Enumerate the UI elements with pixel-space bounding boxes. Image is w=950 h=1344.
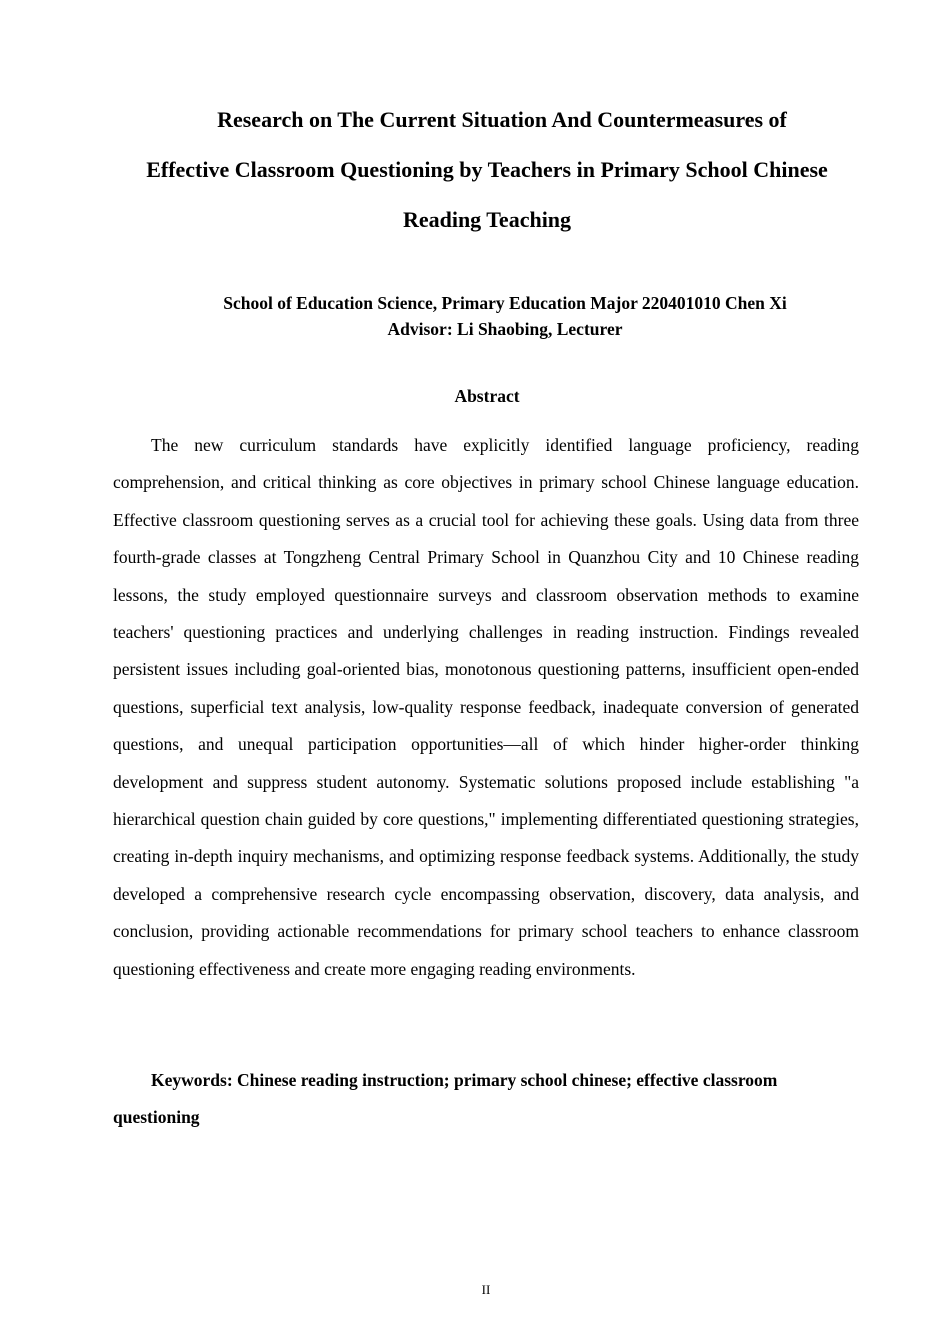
title-line-3: Reading Teaching	[402, 207, 572, 232]
advisor-line: Advisor: Li Shaobing, Lecturer	[387, 319, 623, 339]
title-line-1: Research on The Current Situation And Countermeasures of	[217, 107, 787, 132]
keywords-paragraph	[113, 1062, 859, 1137]
keywords-label: Keywords:	[151, 1070, 233, 1090]
keywords-values: Chinese reading instruction; primary school chinese; effective classroom questioning	[113, 1070, 778, 1128]
abstract-heading: Abstract	[454, 386, 520, 406]
abstract-body: The new curriculum standards have explicitly identified language proficiency, reading comprehension, and critical thinking as core objectives in primary school Chinese language education. Effective classroom questioning serves as a crucial tool for achieving these goals. Using data from three fourth-grade classes at Tongzheng Central Primary School in Quanzhou City and 10 Chinese reading lessons, the study employed questionnaire surveys and classroom observation methods to examine teachers' questioning practices and underlying challenges in reading instruction. Findings revealed persistent issues including goal-oriented bias, monotonous questioning patterns, insufficient open-ended questions, superficial text analysis, low-quality response feedback, inadequate conversion of generated questions, and unequal participation opportunities—all of which hinder higher-order thinking development and suppress student autonomy. Systematic solutions proposed include establishing "a hierarchical question chain guided by core questions," implementing differentiated questioning strategies, creating in-depth inquiry mechanisms, and optimizing response feedback systems. Additionally, the study developed a comprehensive research cycle encompassing observation, discovery, data analysis, and conclusion, providing actionable recommendations for primary school teachers to enhance classroom questioning effectiveness and create more engaging reading environments.	[113, 435, 859, 979]
paper-title	[112, 95, 862, 245]
title-line-2: Effective Classroom Questioning by Teachers in Primary School Chinese	[146, 157, 828, 182]
author-affiliation: School of Education Science, Primary Education Major 220401010 Chen Xi	[223, 293, 787, 313]
page-number: II	[481, 1282, 491, 1297]
author-block	[112, 290, 862, 342]
